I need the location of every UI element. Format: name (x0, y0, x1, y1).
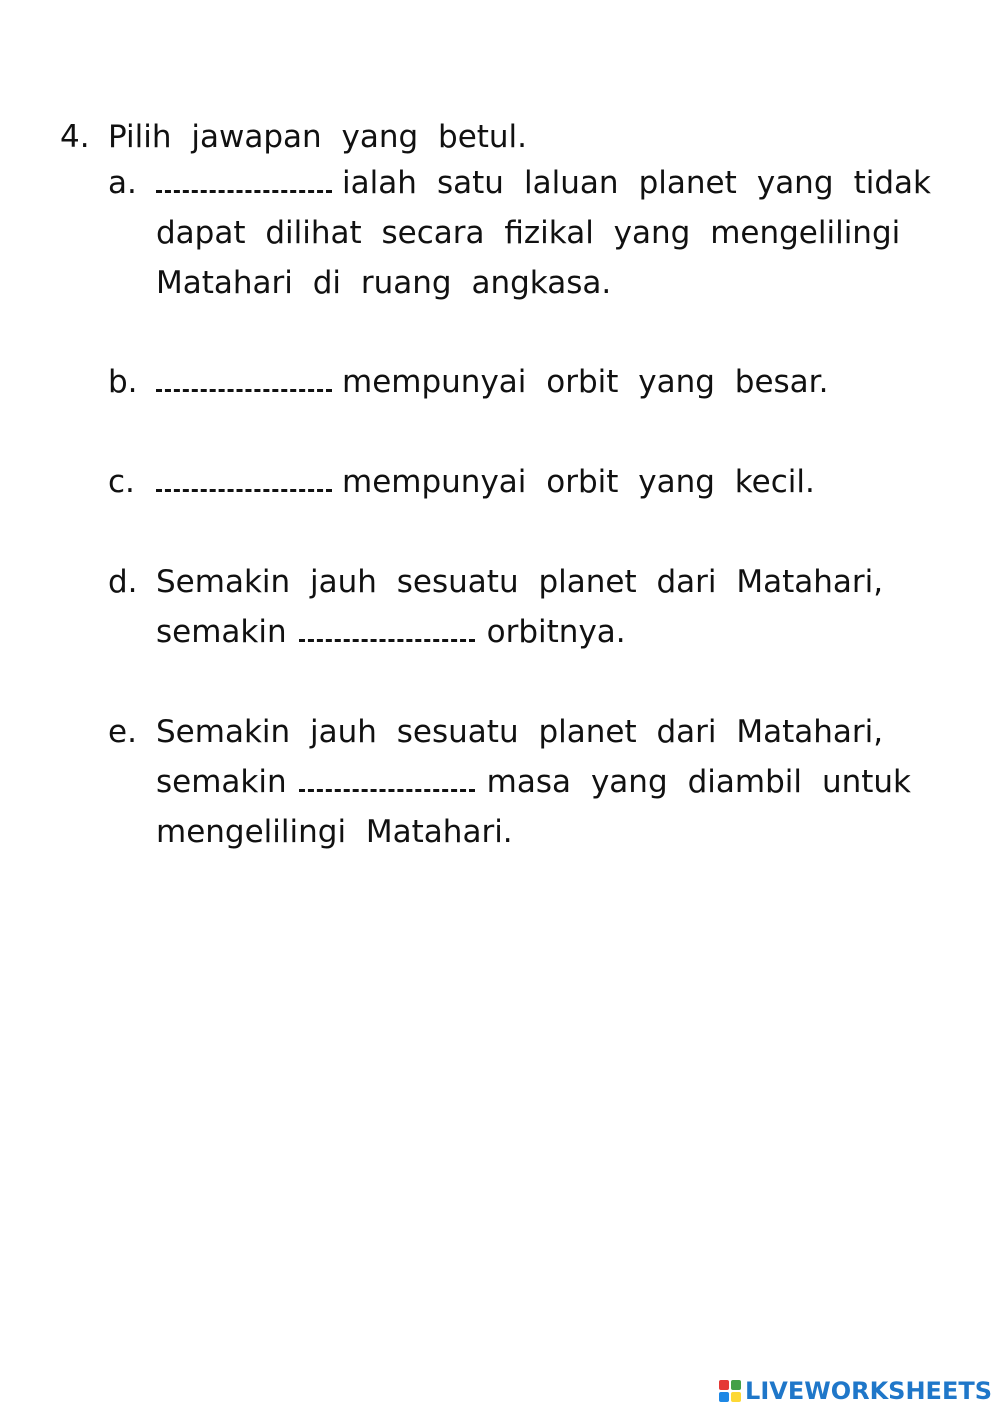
liveworksheets-logo (719, 1373, 992, 1409)
item-a-line-3: Matahari di ruang angkasa. (156, 265, 612, 301)
question-item-a (108, 158, 938, 308)
item-e-text-after: masa yang diambil untuk (486, 764, 911, 800)
answer-blank-b[interactable] (156, 359, 332, 392)
item-a-line-2: dapat dilihat secara fizikal yang mengelilingi (156, 215, 901, 251)
item-e-text-before: semakin (156, 764, 287, 800)
logo-mark-icon (719, 1380, 741, 1402)
item-d-line-2 (156, 607, 626, 657)
logo-text: LIVEWORKSHEETS (745, 1377, 992, 1405)
item-b-line-1 (156, 357, 828, 407)
item-e-line-1: Semakin jauh sesuatu planet dari Matahari, (156, 714, 884, 750)
item-letter: d. (108, 564, 138, 600)
logo-square (731, 1392, 741, 1402)
answer-blank-c[interactable] (156, 459, 332, 492)
question-heading (60, 112, 527, 162)
question-item-d (108, 557, 938, 657)
item-d-text-after: orbitnya. (486, 614, 626, 650)
answer-blank-e[interactable] (299, 759, 475, 792)
item-b-text: mempunyai orbit yang besar. (342, 364, 829, 400)
question-item-b (108, 357, 938, 407)
item-letter: e. (108, 714, 137, 750)
logo-square (719, 1380, 729, 1390)
question-item-e (108, 707, 938, 857)
item-a-line-1 (156, 158, 931, 208)
answer-blank-a[interactable] (156, 160, 332, 193)
item-c-line-1 (156, 457, 815, 507)
item-letter: c. (108, 464, 135, 500)
question-number: 4. (60, 119, 90, 155)
logo-square (731, 1380, 741, 1390)
item-d-line-1: Semakin jauh sesuatu planet dari Matahari, (156, 564, 884, 600)
item-letter: a. (108, 165, 137, 201)
item-e-line-2 (156, 757, 911, 807)
question-instruction: Pilih jawapan yang betul. (108, 119, 528, 155)
item-letter: b. (108, 364, 138, 400)
answer-blank-d[interactable] (299, 609, 475, 642)
item-d-text-before: semakin (156, 614, 287, 650)
logo-square (719, 1392, 729, 1402)
item-e-line-3: mengelilingi Matahari. (156, 814, 513, 850)
question-item-c (108, 457, 938, 507)
item-a-text-1: ialah satu laluan planet yang tidak (342, 165, 931, 201)
item-c-text: mempunyai orbit yang kecil. (342, 464, 815, 500)
